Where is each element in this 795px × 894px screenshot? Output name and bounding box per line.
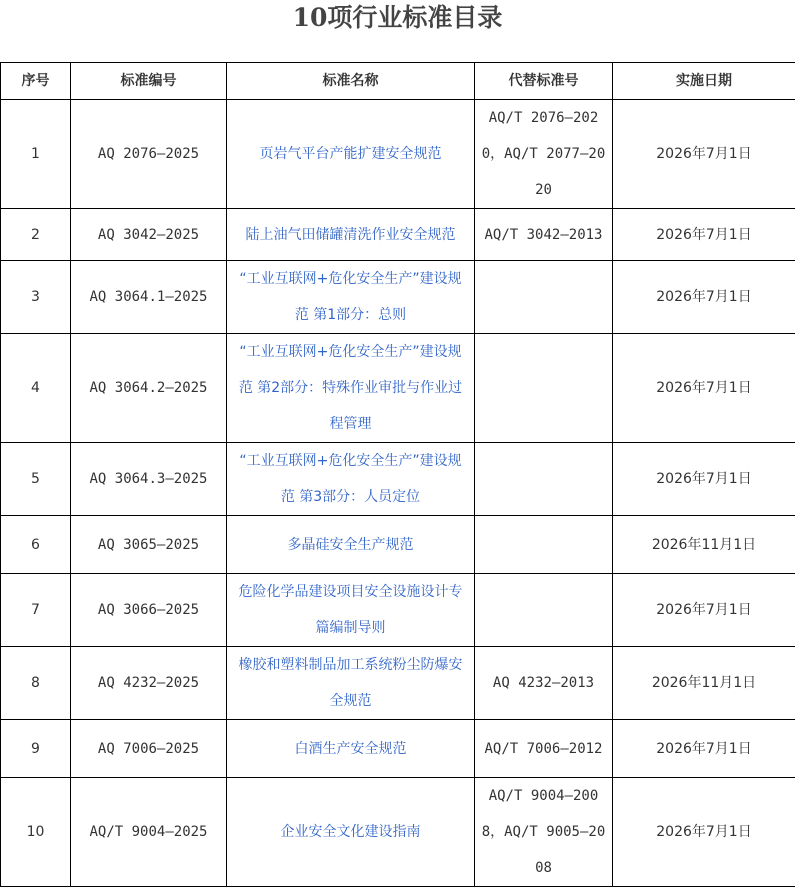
column-header-replaces: 代替标准号 <box>475 63 613 100</box>
standard-code: AQ 3042—2025 <box>71 209 227 261</box>
row-number: 1 <box>1 100 71 209</box>
standard-code: AQ 3064.3—2025 <box>71 443 227 516</box>
effective-date: 2026年7月1日 <box>613 209 795 261</box>
row-number: 8 <box>1 647 71 720</box>
row-number: 10 <box>1 778 71 887</box>
standard-name-link[interactable]: “工业互联网+危化安全生产”建设规范 第3部分：人员定位 <box>227 443 475 516</box>
row-number: 6 <box>1 516 71 574</box>
replaced-standard: AQ/T 9004—2008，AQ/T 9005—2008 <box>475 778 613 887</box>
effective-date: 2026年11月1日 <box>613 516 795 574</box>
replaced-standard: AQ/T 7006—2012 <box>475 720 613 778</box>
row-number: 4 <box>1 334 71 443</box>
table-row <box>1 516 795 574</box>
table-row <box>1 334 795 443</box>
effective-date: 2026年7月1日 <box>613 778 795 887</box>
replaced-standard <box>475 261 613 334</box>
standard-name-link[interactable]: 白酒生产安全规范 <box>227 720 475 778</box>
standard-name-link[interactable]: 危险化学品建设项目安全设施设计专篇编制导则 <box>227 574 475 647</box>
standard-name-link[interactable]: 陆上油气田储罐清洗作业安全规范 <box>227 209 475 261</box>
standard-name-link[interactable]: 企业安全文化建设指南 <box>227 778 475 887</box>
standard-name-link[interactable]: “工业互联网+危化安全生产”建设规范 第1部分：总则 <box>227 261 475 334</box>
replaced-standard: AQ/T 3042—2013 <box>475 209 613 261</box>
replaced-standard <box>475 516 613 574</box>
page-title: 10项行业标准目录 <box>292 3 503 32</box>
effective-date: 2026年7月1日 <box>613 261 795 334</box>
effective-date: 2026年7月1日 <box>613 334 795 443</box>
standard-code: AQ/T 9004—2025 <box>71 778 227 887</box>
effective-date: 2026年7月1日 <box>613 100 795 209</box>
standard-code: AQ 3064.1—2025 <box>71 261 227 334</box>
standard-code: AQ 3066—2025 <box>71 574 227 647</box>
replaced-standard: AQ/T 2076—2020，AQ/T 2077—2020 <box>475 100 613 209</box>
standard-name-link[interactable]: “工业互联网+危化安全生产”建设规范 第2部分：特殊作业审批与作业过程管理 <box>227 334 475 443</box>
standard-name-link[interactable]: 页岩气平台产能扩建安全规范 <box>227 100 475 209</box>
standard-code: AQ 4232—2025 <box>71 647 227 720</box>
standard-code: AQ 3064.2—2025 <box>71 334 227 443</box>
replaced-standard <box>475 443 613 516</box>
row-number: 7 <box>1 574 71 647</box>
row-number: 2 <box>1 209 71 261</box>
effective-date: 2026年11月1日 <box>613 647 795 720</box>
effective-date: 2026年7月1日 <box>613 574 795 647</box>
effective-date: 2026年7月1日 <box>613 720 795 778</box>
column-header-name: 标准名称 <box>227 63 475 100</box>
standard-name-link[interactable]: 多晶硅安全生产规范 <box>227 516 475 574</box>
column-header-date: 实施日期 <box>613 63 795 100</box>
row-number: 9 <box>1 720 71 778</box>
table-row <box>1 574 795 647</box>
standard-code: AQ 7006—2025 <box>71 720 227 778</box>
table-row <box>1 647 795 720</box>
standard-name-link[interactable]: 橡胶和塑料制品加工系统粉尘防爆安全规范 <box>227 647 475 720</box>
table-row <box>1 720 795 778</box>
row-number: 3 <box>1 261 71 334</box>
column-header-code: 标准编号 <box>71 63 227 100</box>
standard-code: AQ 3065—2025 <box>71 516 227 574</box>
table-row <box>1 100 795 209</box>
standards-table <box>0 62 795 887</box>
effective-date: 2026年7月1日 <box>613 443 795 516</box>
column-header-no: 序号 <box>1 63 71 100</box>
replaced-standard <box>475 334 613 443</box>
table-row <box>1 261 795 334</box>
table-row <box>1 443 795 516</box>
table-row <box>1 778 795 887</box>
table-row <box>1 209 795 261</box>
standard-code: AQ 2076—2025 <box>71 100 227 209</box>
table-header-row <box>1 63 795 100</box>
replaced-standard <box>475 574 613 647</box>
replaced-standard: AQ 4232—2013 <box>475 647 613 720</box>
row-number: 5 <box>1 443 71 516</box>
